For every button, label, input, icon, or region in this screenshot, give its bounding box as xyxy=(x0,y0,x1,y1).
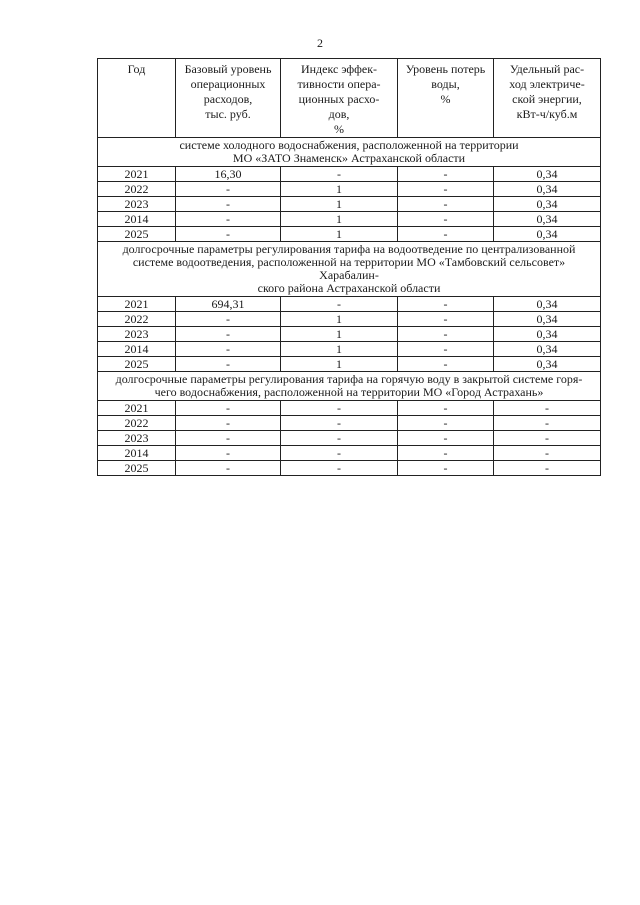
cell-energy: - xyxy=(494,431,601,446)
cell-index: - xyxy=(281,461,398,476)
section-title-line: системе холодного водоснабжения, расположенной на территории xyxy=(179,138,519,152)
section-title xyxy=(98,242,601,297)
table-row xyxy=(98,197,601,212)
table-row xyxy=(98,461,601,476)
cell-year: 2022 xyxy=(98,312,176,327)
page-number: 2 xyxy=(317,36,323,50)
cell-year: 2022 xyxy=(98,416,176,431)
cell-loss: - xyxy=(398,401,494,416)
cell-loss: - xyxy=(398,431,494,446)
table-row xyxy=(98,431,601,446)
cell-index: 1 xyxy=(281,197,398,212)
cell-energy: 0,34 xyxy=(494,297,601,312)
cell-loss: - xyxy=(398,416,494,431)
cell-energy: - xyxy=(494,446,601,461)
cell-energy: 0,34 xyxy=(494,182,601,197)
cell-loss: - xyxy=(398,461,494,476)
cell-loss: - xyxy=(398,297,494,312)
cell-index: - xyxy=(281,401,398,416)
section-title-row xyxy=(98,372,601,401)
cell-base: 16,30 xyxy=(176,167,281,182)
cell-index: 1 xyxy=(281,342,398,357)
header-base-level: Базовый уровень операционных расходов, тыс. руб. xyxy=(176,59,281,138)
table-row xyxy=(98,446,601,461)
cell-base: - xyxy=(176,357,281,372)
cell-base: - xyxy=(176,327,281,342)
cell-index: - xyxy=(281,431,398,446)
table-row xyxy=(98,182,601,197)
cell-index: 1 xyxy=(281,182,398,197)
cell-energy: - xyxy=(494,461,601,476)
cell-energy: 0,34 xyxy=(494,357,601,372)
section-title-line: МО «ЗАТО Знаменск» Астраханской области xyxy=(232,151,466,165)
section-title-row xyxy=(98,138,601,167)
cell-loss: - xyxy=(398,212,494,227)
cell-year: 2025 xyxy=(98,357,176,372)
table-row xyxy=(98,357,601,372)
cell-index: 1 xyxy=(281,327,398,342)
cell-year: 2014 xyxy=(98,342,176,357)
cell-base: - xyxy=(176,401,281,416)
cell-loss: - xyxy=(398,342,494,357)
cell-year: 2021 xyxy=(98,297,176,312)
cell-base: - xyxy=(176,416,281,431)
table-row xyxy=(98,401,601,416)
cell-base: - xyxy=(176,431,281,446)
cell-index: 1 xyxy=(281,312,398,327)
cell-loss: - xyxy=(398,446,494,461)
cell-loss: - xyxy=(398,167,494,182)
section-title xyxy=(98,138,601,167)
cell-index: - xyxy=(281,446,398,461)
table-row xyxy=(98,297,601,312)
cell-energy: 0,34 xyxy=(494,342,601,357)
cell-index: 1 xyxy=(281,357,398,372)
section-title-row xyxy=(98,242,601,297)
cell-energy: 0,34 xyxy=(494,212,601,227)
header-row xyxy=(98,59,601,138)
cell-base: - xyxy=(176,197,281,212)
cell-base: - xyxy=(176,342,281,357)
cell-year: 2023 xyxy=(98,327,176,342)
section-title-line: долгосрочные параметры регулирования тарифа на водоотведение по централизованной xyxy=(122,242,576,256)
header-energy-consumption: Удельный рас- ход электриче- ской энергии, кВт-ч/куб.м xyxy=(494,59,601,138)
cell-energy: - xyxy=(494,416,601,431)
cell-energy: 0,34 xyxy=(494,197,601,212)
table-row xyxy=(98,212,601,227)
cell-index: - xyxy=(281,297,398,312)
tariff-parameters-table xyxy=(97,58,601,476)
cell-loss: - xyxy=(398,312,494,327)
cell-year: 2021 xyxy=(98,401,176,416)
cell-energy: - xyxy=(494,401,601,416)
cell-index: 1 xyxy=(281,212,398,227)
cell-loss: - xyxy=(398,182,494,197)
cell-loss: - xyxy=(398,227,494,242)
cell-base: - xyxy=(176,461,281,476)
section-title-line: чего водоснабжения, расположенной на территории МО «Город Астрахань» xyxy=(154,385,544,399)
cell-loss: - xyxy=(398,197,494,212)
section-title xyxy=(98,372,601,401)
cell-year: 2022 xyxy=(98,182,176,197)
cell-energy: 0,34 xyxy=(494,327,601,342)
cell-loss: - xyxy=(398,327,494,342)
cell-year: 2021 xyxy=(98,167,176,182)
cell-energy: 0,34 xyxy=(494,312,601,327)
cell-base: - xyxy=(176,312,281,327)
cell-year: 2014 xyxy=(98,212,176,227)
section-title-line: ского района Астраханской области xyxy=(257,281,441,295)
header-water-loss: Уровень потерь воды, % xyxy=(398,59,494,138)
table-row xyxy=(98,227,601,242)
header-efficiency-index: Индекс эффек- тивности опера- ционных расхо- дов, % xyxy=(281,59,398,138)
cell-base: 694,31 xyxy=(176,297,281,312)
cell-index: - xyxy=(281,416,398,431)
table-row xyxy=(98,167,601,182)
table-row xyxy=(98,416,601,431)
cell-base: - xyxy=(176,227,281,242)
table-row xyxy=(98,327,601,342)
cell-energy: 0,34 xyxy=(494,167,601,182)
cell-year: 2023 xyxy=(98,431,176,446)
section-title-line: системе водоотведения, расположенной на территории МО «Тамбовский сельсовет» Харабалин- xyxy=(132,255,566,282)
cell-index: - xyxy=(281,167,398,182)
cell-year: 2025 xyxy=(98,461,176,476)
table-row xyxy=(98,342,601,357)
cell-loss: - xyxy=(398,357,494,372)
cell-index: 1 xyxy=(281,227,398,242)
cell-year: 2014 xyxy=(98,446,176,461)
cell-base: - xyxy=(176,212,281,227)
cell-base: - xyxy=(176,446,281,461)
cell-year: 2025 xyxy=(98,227,176,242)
cell-year: 2023 xyxy=(98,197,176,212)
header-year: Год xyxy=(98,59,176,138)
cell-base: - xyxy=(176,182,281,197)
section-title-line: долгосрочные параметры регулирования тарифа на горячую воду в закрытой системе горя- xyxy=(115,372,583,386)
cell-energy: 0,34 xyxy=(494,227,601,242)
table-row xyxy=(98,312,601,327)
